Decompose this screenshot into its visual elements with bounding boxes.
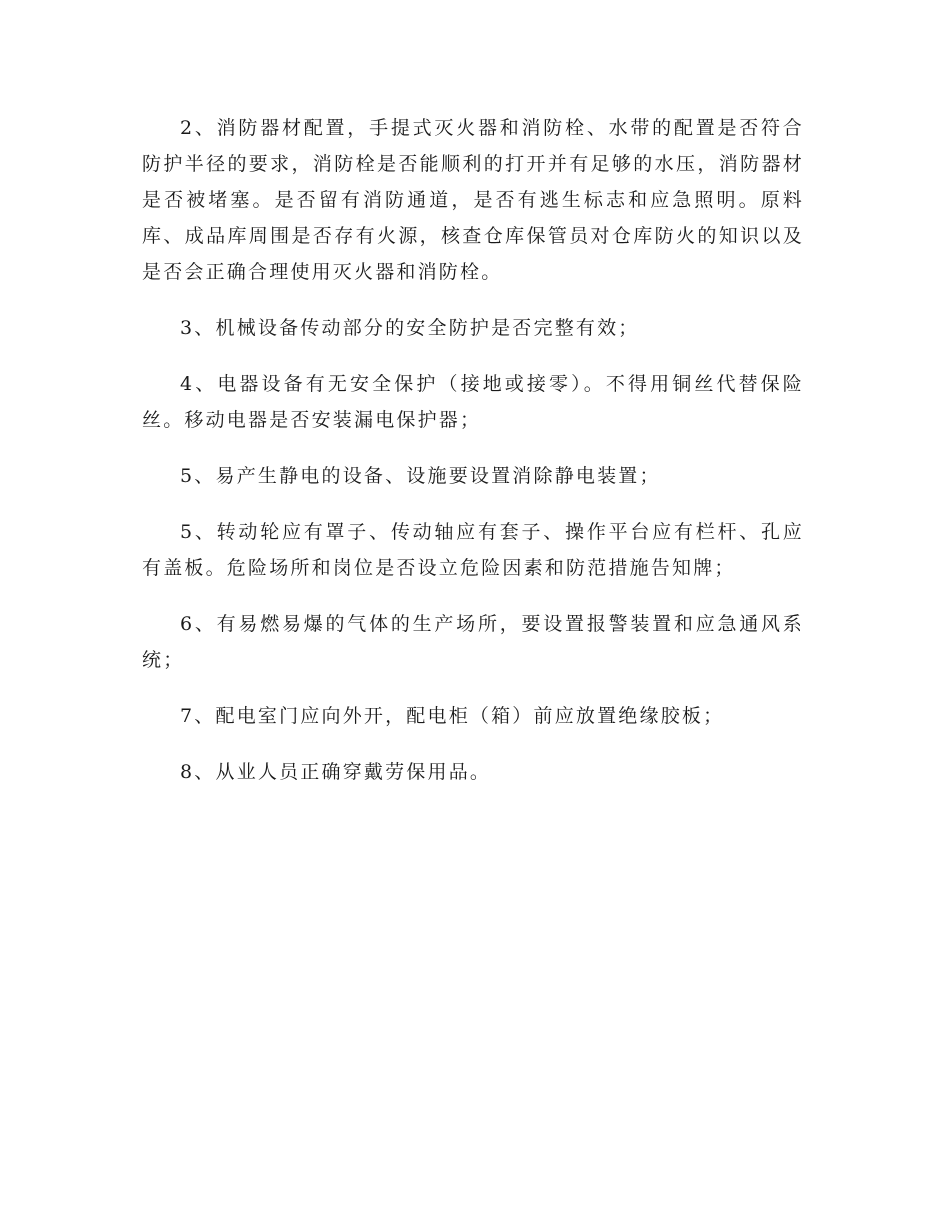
paragraph-rotating-parts: 5、转动轮应有罩子、传动轴应有套子、操作平台应有栏杆、孔应有盖板。危险场所和岗位是否设立危险因素和防范措施告知牌； <box>142 521 804 579</box>
paragraph-distribution-room: 7、配电室门应向外开，配电柜（箱）前应放置绝缘胶板； <box>180 705 725 727</box>
document-body <box>142 110 804 810</box>
paragraph-fire-equipment: 2、消防器材配置，手提式灭火器和消防栓、水带的配置是否符合防护半径的要求，消防栓是否能顺利的打开并有足够的水压，消防器材是否被堵塞。是否留有消防通道，是否有逃生标志和应急照明。原料库、成品库周围是否存有火源，核查仓库保管员对仓库防火的知识以及是否会正确合理使用灭火器和消防栓。 <box>142 117 804 283</box>
paragraph-electrical-protection: 4、电器设备有无安全保护（接地或接零）。不得用铜丝代替保险丝。移动电器是否安装漏电保护器； <box>142 373 804 431</box>
paragraph-static-elimination: 5、易产生静电的设备、设施要设置消除静电装置； <box>180 465 661 487</box>
paragraph-protective-gear: 8、从业人员正确穿戴劳保用品。 <box>180 761 492 783</box>
paragraph-machine-guarding: 3、机械设备传动部分的安全防护是否完整有效； <box>180 317 640 339</box>
paragraph-flammable-gas: 6、有易燃易爆的气体的生产场所，要设置报警装置和应急通风系统； <box>142 613 804 671</box>
